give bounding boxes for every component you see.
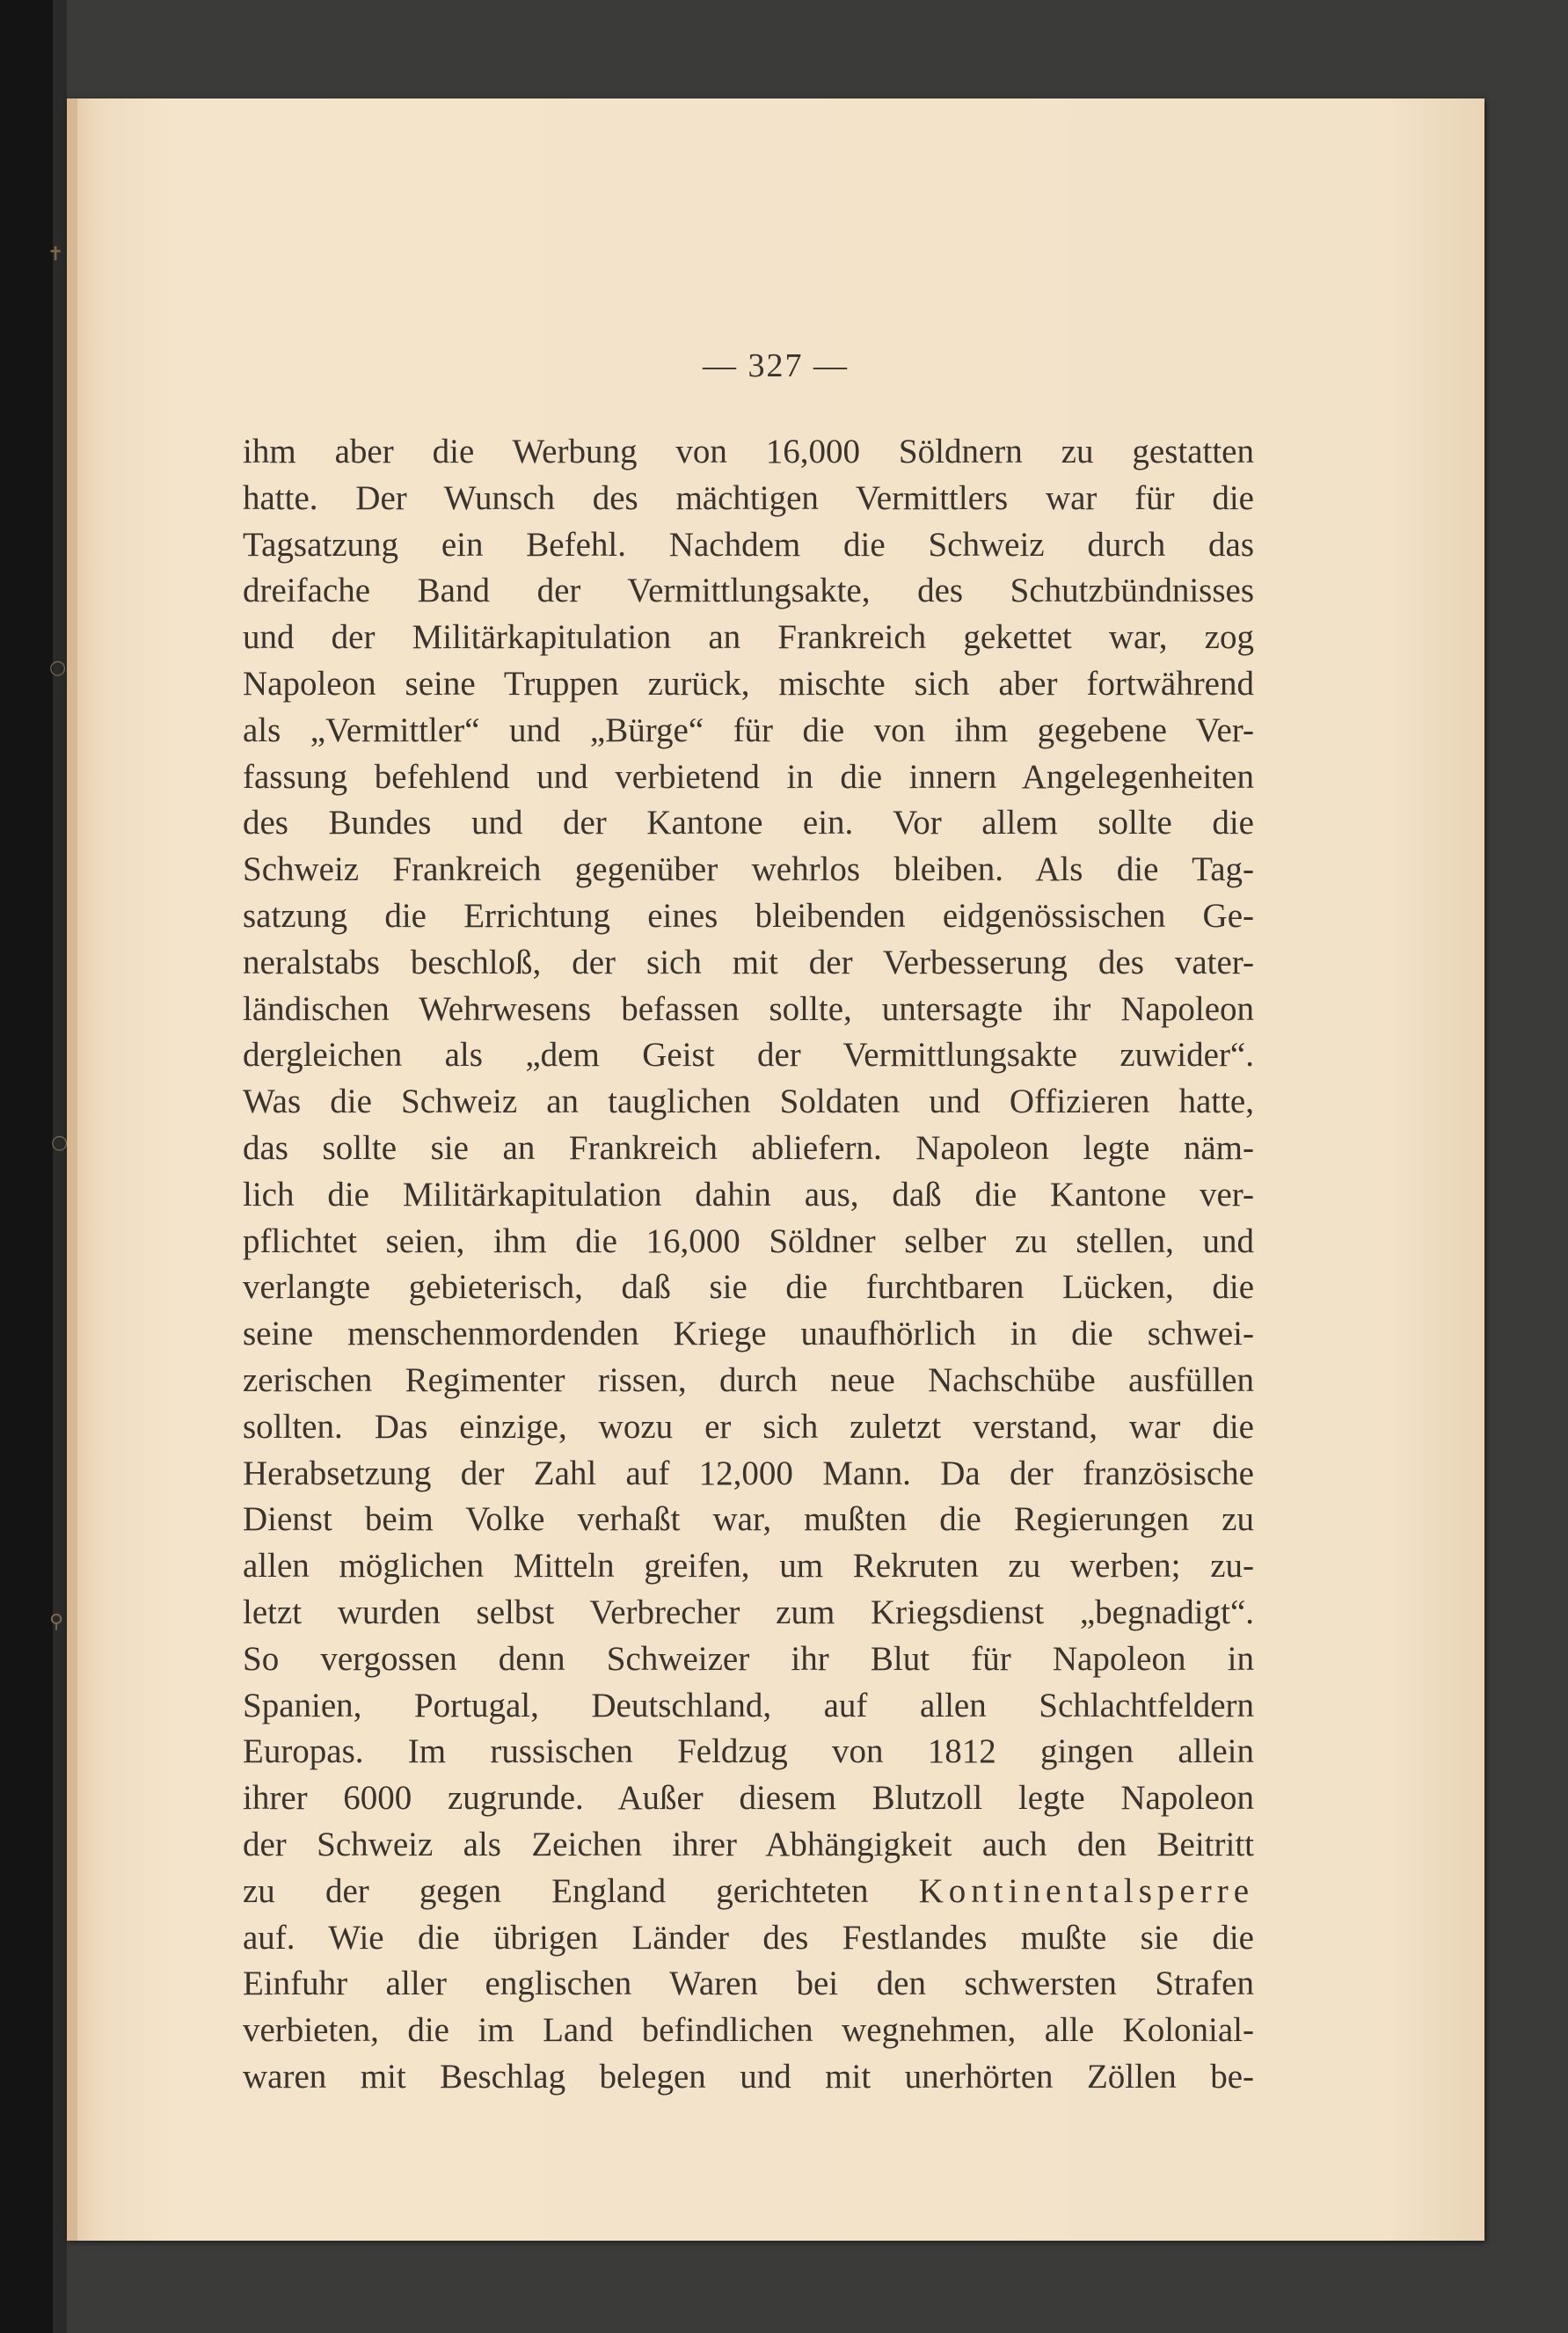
text-line-content: dreifache Band der Vermittlungsakte, des Schutzbündnisses — [243, 572, 1254, 610]
text-line-content: dergleichen als „dem Geist der Vermittlungsakte zuwider“. — [243, 1036, 1254, 1075]
text-line-content: auf. Wie die übrigen Länder des Festlandes mußte sie die — [243, 1918, 1254, 1957]
text-line-content: letzt wurden selbst Verbrecher zum Kriegsdienst „begnadigt“. — [243, 1593, 1254, 1631]
text-line — [243, 893, 1254, 940]
text-line-content: pflichtet seien, ihm die 16,000 Söldner selber zu stellen, und — [243, 1221, 1254, 1260]
text-line — [243, 1729, 1254, 1775]
text-line — [243, 1126, 1254, 1172]
text-line-content: und der Militärkapitulation an Frankreich gekettet war, zog — [243, 618, 1254, 657]
text-line — [243, 1543, 1254, 1590]
text-line-content: sollten. Das einzige, wozu er sich zuletzt verstand, war die — [243, 1407, 1254, 1446]
text-line — [243, 1961, 1254, 2008]
text-line — [243, 987, 1254, 1033]
text-line-content: Dienst beim Volke verhaßt war, mußten die Regierungen zu — [243, 1500, 1254, 1539]
text-line — [243, 800, 1254, 847]
text-line — [243, 1590, 1254, 1637]
text-line — [243, 661, 1254, 708]
text-line-content: verlangte gebieterisch, daß sie die furchtbaren Lücken, die — [243, 1268, 1254, 1307]
text-line — [243, 1265, 1254, 1311]
margin-mark: ⚲ — [49, 1611, 64, 1633]
text-line — [243, 1079, 1254, 1126]
text-line — [243, 1497, 1254, 1543]
text-line-content: Herabsetzung der Zahl auf 12,000 Mann. Da der französische — [243, 1454, 1254, 1492]
text-line-content: fassung befehlend und verbietend in die innern Angelegenheiten — [243, 757, 1254, 796]
text-line-content: Einfuhr aller englischen Waren bei den schwersten Strafen — [243, 1965, 1254, 2003]
text-line — [243, 847, 1254, 893]
text-line-content: Tagsatzung ein Befehl. Nachdem die Schweiz durch das — [243, 525, 1254, 564]
text-line — [243, 429, 1254, 476]
text-line — [243, 615, 1254, 661]
text-line — [243, 1915, 1254, 1962]
text-line — [243, 1172, 1254, 1219]
text-line-content: verbieten, die im Land befindlichen wegnehmen, alle Kolonial- — [243, 2011, 1254, 2050]
text-line — [243, 568, 1254, 615]
text-line-content: ländischen Wehrwesens befassen sollte, untersagte ihr Napoleon — [243, 989, 1254, 1028]
text-line-content: ihrer 6000 zugrunde. Außer diesem Blutzoll legte Napoleon — [243, 1779, 1254, 1818]
text-line — [243, 708, 1254, 755]
text-line-content: zerischen Regimenter rissen, durch neue Nachschübe ausfüllen — [243, 1360, 1254, 1399]
text-line-content: Schweiz Frankreich gegenüber wehrlos bleiben. Als die Tag- — [243, 850, 1254, 889]
margin-mark: ✝ — [47, 244, 64, 266]
text-line-content: Napoleon seine Truppen zurück, mischte sich aber fortwährend — [243, 664, 1254, 703]
page-gutter-shade — [67, 98, 77, 2241]
spaced-emphasis-word: Kontinentalsperre — [918, 1871, 1255, 1910]
text-line-content: allen möglichen Mitteln greifen, um Rekruten zu werben; zu- — [243, 1547, 1254, 1586]
text-line — [243, 476, 1254, 522]
text-line-content: satzung die Errichtung eines bleibenden eidgenössischen Ge- — [243, 896, 1254, 935]
margin-mark: ○ — [49, 657, 67, 679]
text-line — [243, 1683, 1254, 1730]
body-text — [243, 429, 1254, 2101]
text-line — [243, 1219, 1254, 1265]
text-line-content: Spanien, Portugal, Deutschland, auf allen Schlachtfeldern — [243, 1686, 1254, 1724]
text-line-content: So vergossen denn Schweizer ihr Blut für Napoleon in — [243, 1639, 1254, 1678]
text-line — [243, 1404, 1254, 1451]
text-line — [243, 522, 1254, 569]
text-line — [243, 755, 1254, 801]
text-line — [243, 1311, 1254, 1358]
text-line — [243, 1358, 1254, 1404]
text-line — [243, 1637, 1254, 1683]
text-line — [243, 1822, 1254, 1869]
text-line-content: waren mit Beschlag belegen und mit unerhörten Zöllen be- — [243, 2057, 1254, 2096]
text-line — [243, 1451, 1254, 1498]
text-line-content: des Bundes und der Kantone ein. Vor allem sollte die — [243, 804, 1254, 842]
text-line — [243, 1032, 1254, 1079]
text-line — [243, 2008, 1254, 2054]
book-page — [47, 98, 1484, 2241]
text-line-content: Was die Schweiz an tauglichen Soldaten und Offizieren hatte, — [243, 1083, 1254, 1121]
text-line-content: lich die Militärkapitulation dahin aus, daß die Kantone ver- — [243, 1175, 1254, 1214]
page-number: — 327 — — [703, 347, 849, 384]
text-line — [243, 1775, 1254, 1822]
text-line — [243, 1869, 1254, 1915]
text-line-content: neralstabs beschloß, der sich mit der Verbesserung des vater- — [243, 943, 1254, 981]
text-line-content: seine menschenmordenden Kriege unaufhörlich in die schwei- — [243, 1315, 1254, 1353]
text-line-content: als „Vermittler“ und „Bürge“ für die von ihm gegebene Ver- — [243, 711, 1254, 749]
binding-edge — [53, 0, 67, 2333]
text-line — [243, 940, 1254, 987]
margin-mark: ○ — [51, 1132, 69, 1154]
text-line-content: das sollte sie an Frankreich abliefern. Napoleon legte näm- — [243, 1128, 1254, 1167]
text-line — [243, 2054, 1254, 2101]
text-line-content: der Schweiz als Zeichen ihrer Abhängigkeit auch den Beitritt — [243, 1825, 1254, 1863]
text-line-content: zu der gegen England gerichteten — [243, 1871, 869, 1910]
text-line-content: ihm aber die Werbung von 16,000 Söldnern zu gestatten — [243, 433, 1254, 470]
text-line-content: Europas. Im russischen Feldzug von 1812 gingen allein — [243, 1732, 1254, 1771]
text-line-content: hatte. Der Wunsch des mächtigen Vermittlers war für die — [243, 478, 1254, 517]
